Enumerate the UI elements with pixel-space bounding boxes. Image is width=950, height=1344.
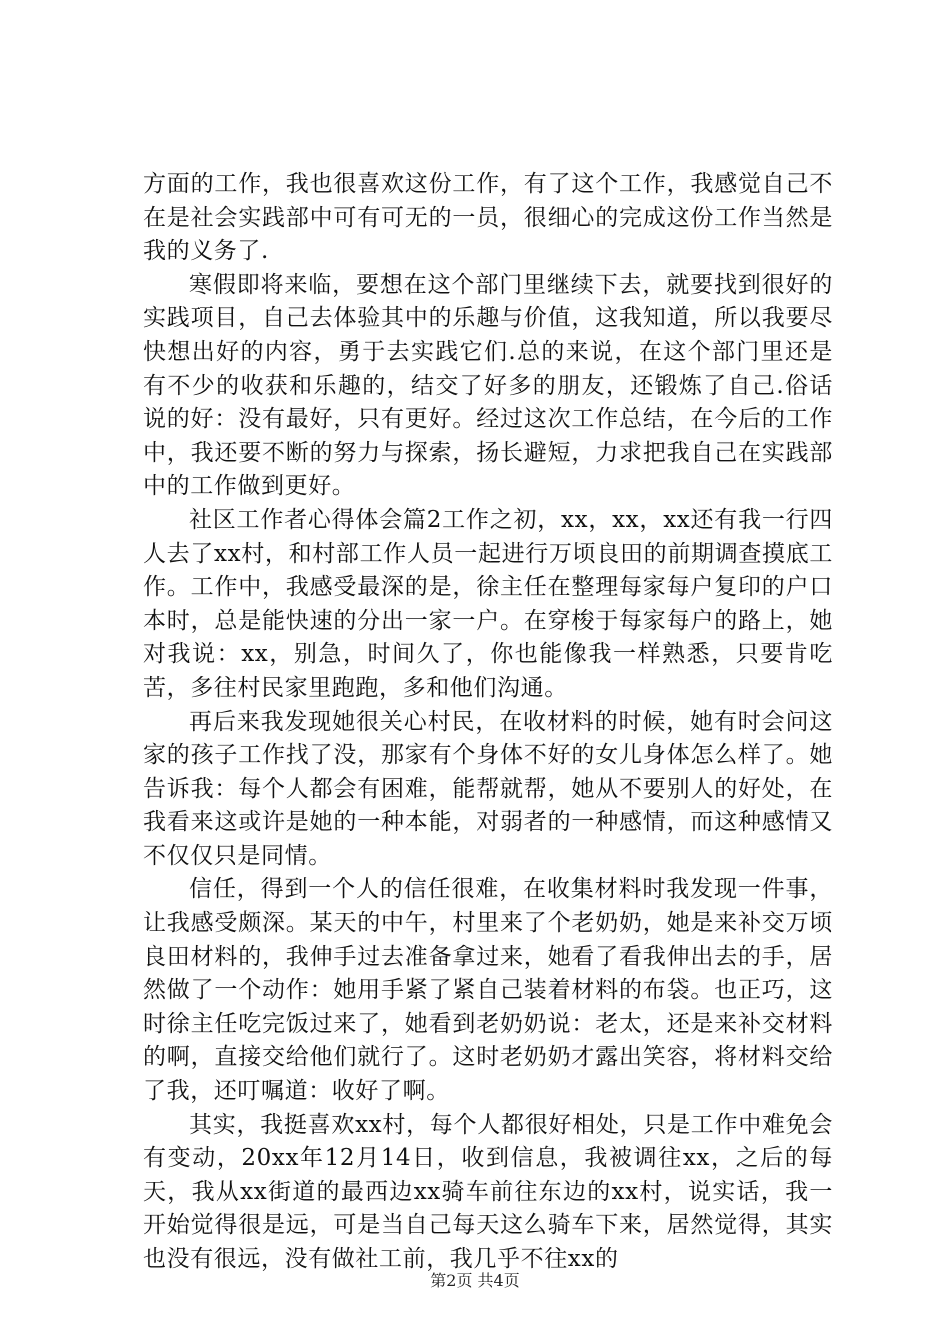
document-body <box>143 168 833 1277</box>
paragraph-caring-villagers: 再后来我发现她很关心村民，在收材料的时候，她有时会问这家的孩子工作找了没，那家有个身体不好的女儿身体怎么样了。她告诉我：每个人都会有困难，能帮就帮，她从不要别人的好处，在我看来这或许是她的一种本能，对弱者的一种感情，而这种感情又不仅仅只是同情。 <box>143 708 833 869</box>
paragraph-transfer: 其实，我挺喜欢xx村，每个人都很好相处，只是工作中难免会有变动，20xx年12月14日，收到信息，我被调往xx，之后的每天，我从xx街道的最西边xx骑车前往东边的xx村，说实话，我一开始觉得很是远，可是当自己每天这么骑车下来，居然觉得，其实也没有很远，没有做社工前，我几乎不往xx的 <box>143 1111 833 1272</box>
paragraph-winter-break: 寒假即将来临，要想在这个部门里继续下去，就要找到很好的实践项目，自己去体验其中的乐趣与价值，这我知道，所以我要尽快想出好的内容，勇于去实践它们.总的来说，在这个部门里还是有不少的收获和乐趣的，结交了好多的朋友，还锻炼了自己.俗话说的好：没有最好，只有更好。经过这次工作总结，在今后的工作中，我还要不断的努力与探索，扬长避短，力求把我自己在实践部中的工作做到更好。 <box>143 271 833 500</box>
page-footer: 第2页 共4页 <box>430 1271 520 1290</box>
paragraph-community-work: 社区工作者心得体会篇2工作之初，xx，xx，xx还有我一行四人去了xx村，和村部工作人员一起进行万顷良田的前期调查摸底工作。工作中，我感受最深的是，徐主任在整理每家每户复印的户口本时，总是能快速的分出一家一户。在穿梭于每家每户的路上，她对我说：xx，别急，时间久了，你也能像我一样熟悉，只要肯吃苦，多往村民家里跑跑，多和他们沟通。 <box>143 506 833 701</box>
paragraph-continuation: 方面的工作，我也很喜欢这份工作，有了这个工作，我感觉自己不在是社会实践部中可有可无的一员，很细心的完成这份工作当然是我的义务了. <box>143 171 833 265</box>
paragraph-trust: 信任，得到一个人的信任很难，在收集材料时我发现一件事，让我感受颇深。某天的中午，村里来了个老奶奶，她是来补交万顷良田材料的，我伸手过去准备拿过来，她看了看我伸出去的手，居然做了一个动作：她用手紧了紧自己装着材料的布袋。也正巧，这时徐主任吃完饭过来了，她看到老奶奶说：老太，还是来补交材料的啊，直接交给他们就行了。这时老奶奶才露出笑容，将材料交给了我，还叮嘱道：收好了啊。 <box>143 876 833 1105</box>
